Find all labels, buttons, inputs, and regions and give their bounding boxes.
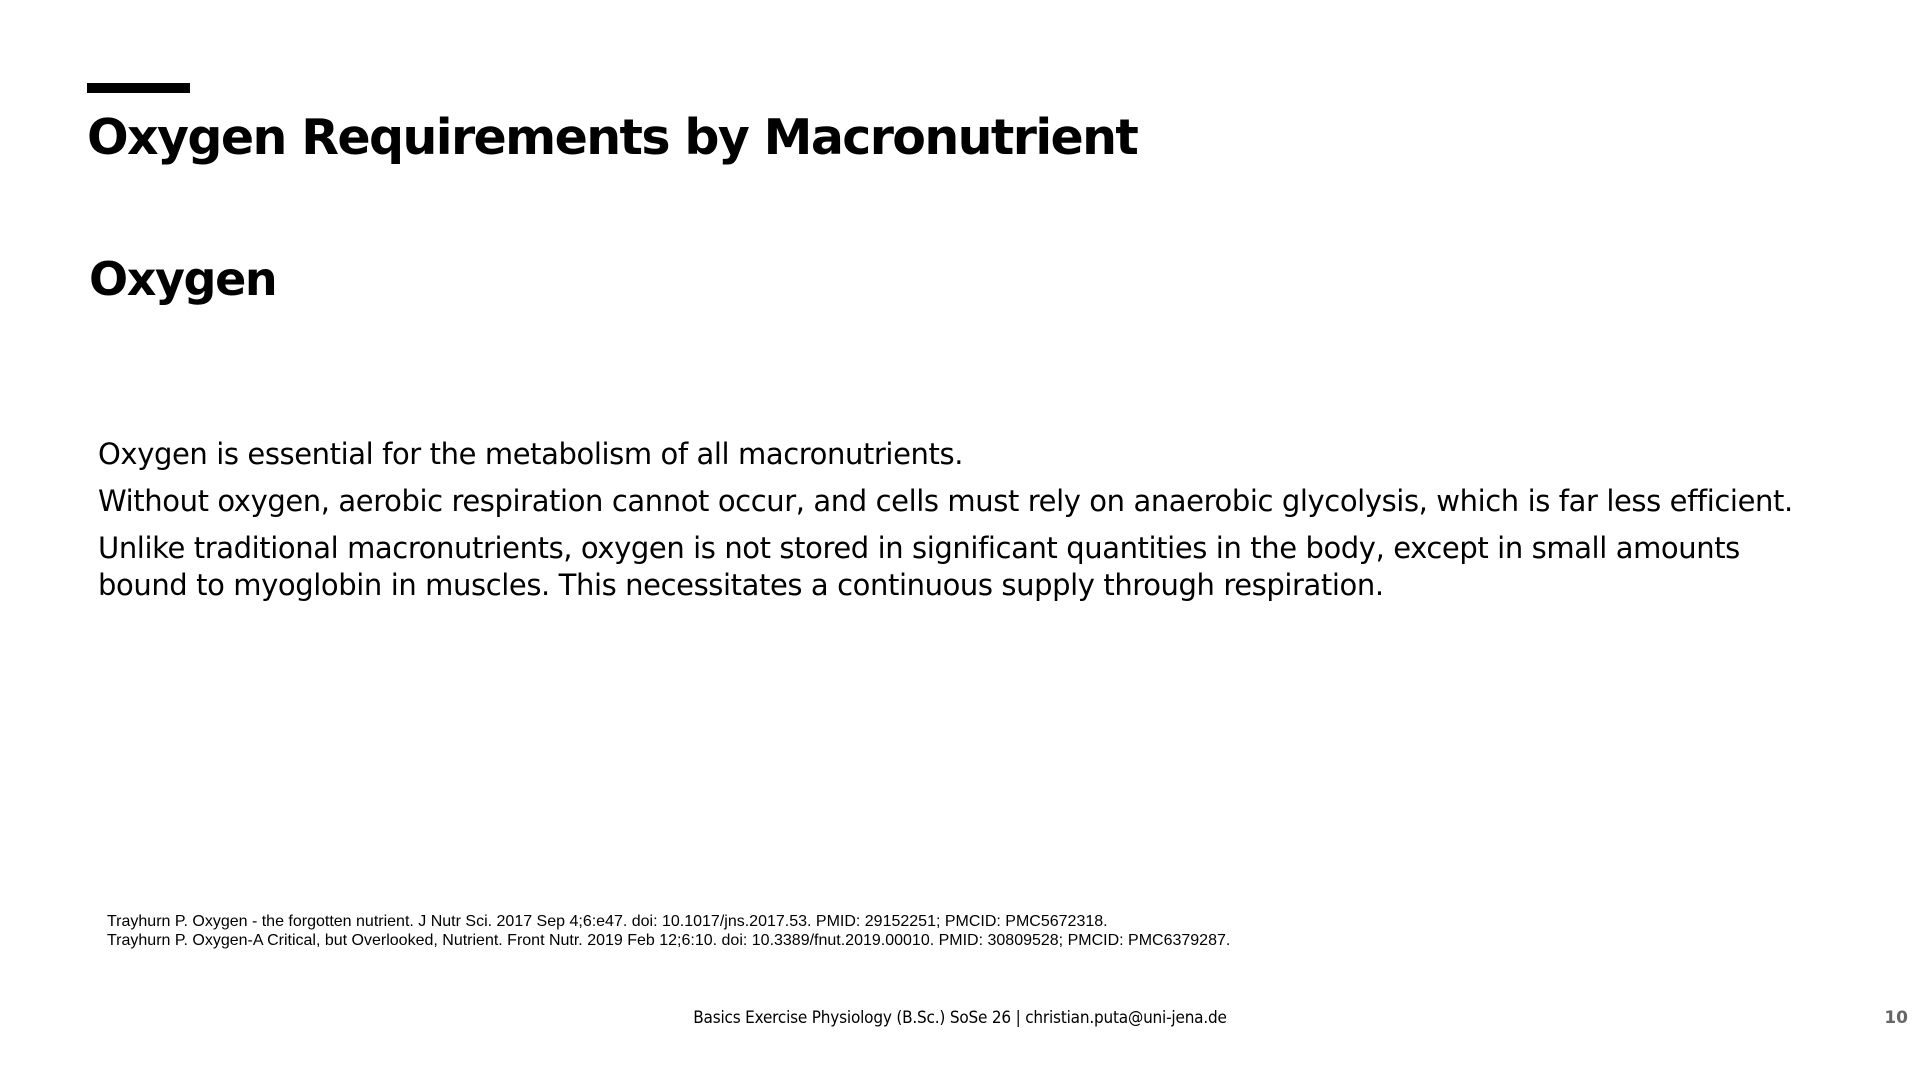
title-accent-bar <box>87 83 190 93</box>
body-paragraph: Unlike traditional macronutrients, oxygen is not stored in significant quantities in the body, except in small amounts bound to myoglobin in muscles. This necessitates a continuous supply through respiration. <box>98 531 1740 602</box>
reference-item: Trayhurn P. Oxygen-A Critical, but Overlooked, Nutrient. Front Nutr. 2019 Feb 12;6:10. doi: 10.3389/fnut.2019.00010. PMID: 30809528; PMCID: PMC6379287. <box>107 932 1231 949</box>
slide-title: Oxygen Requirements by Macronutrient <box>87 109 1138 166</box>
references <box>107 912 1707 950</box>
body-text <box>98 436 1818 614</box>
body-paragraph: Without oxygen, aerobic respiration cannot occur, and cells must rely on anaerobic glycolysis, which is far less efficient. <box>98 484 1793 518</box>
body-paragraph: Oxygen is essential for the metabolism of all macronutrients. <box>98 437 964 471</box>
slide-footer: Basics Exercise Physiology (B.Sc.) SoSe 26 | christian.puta@uni-jena.de <box>693 1008 1227 1028</box>
page-number: 10 <box>1884 1008 1908 1028</box>
slide-subtitle: Oxygen <box>89 252 277 306</box>
reference-item: Trayhurn P. Oxygen - the forgotten nutrient. J Nutr Sci. 2017 Sep 4;6:e47. doi: 10.1017/jns.2017.53. PMID: 29152251; PMCID: PMC5672318. <box>107 913 1108 930</box>
